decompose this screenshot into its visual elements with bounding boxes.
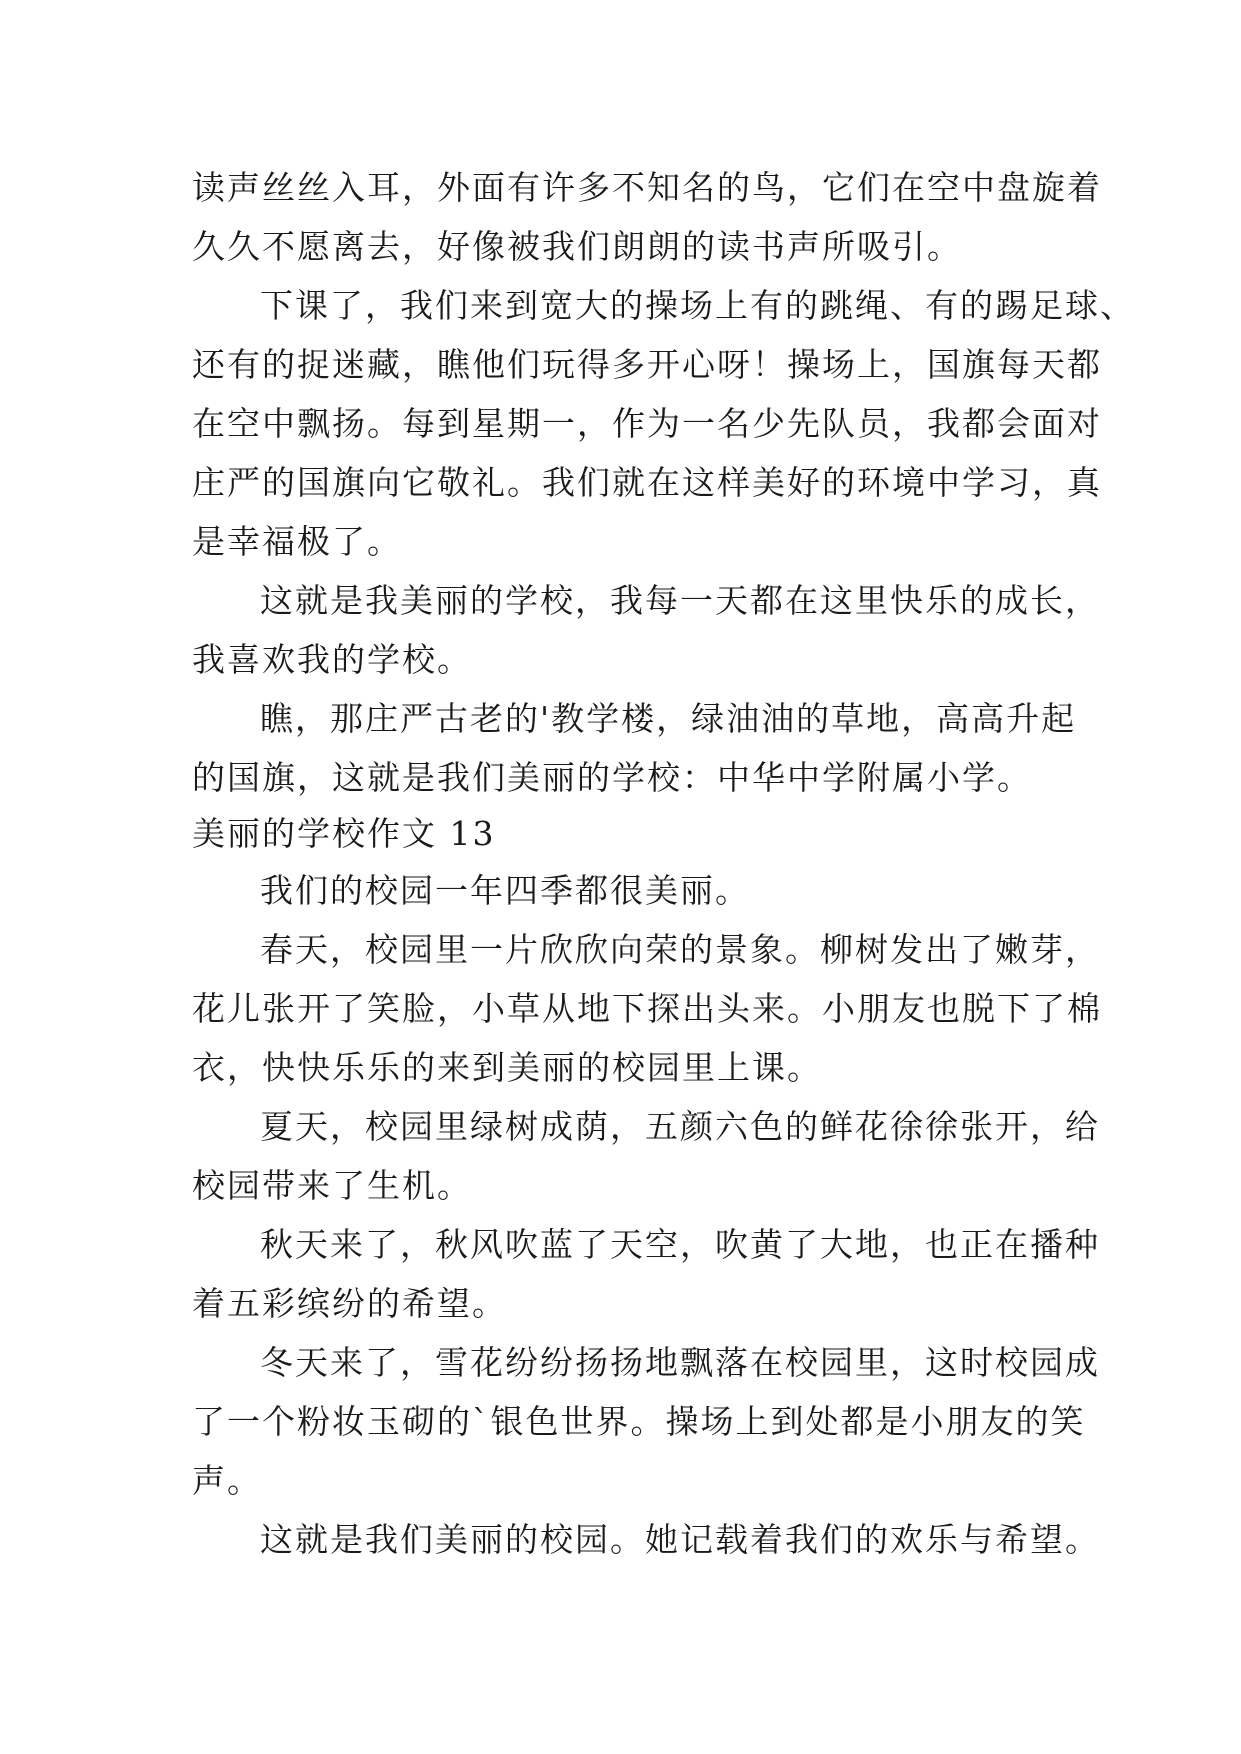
paragraph-line: 还有的捉迷藏，瞧他们玩得多开心呀！操场上，国旗每天都 <box>192 345 1102 384</box>
paragraph-line: 读声丝丝入耳，外面有许多不知名的鸟，它们在空中盘旋着 <box>192 168 1102 207</box>
paragraph-line: 庄严的国旗向它敬礼。我们就在这样美好的环境中学习，真 <box>192 463 1102 502</box>
paragraph-line: 我们的校园一年四季都很美丽。 <box>260 871 750 910</box>
paragraph-line: 这就是我们美丽的校园。她记载着我们的欢乐与希望。 <box>260 1520 1100 1559</box>
paragraph-line: 秋天来了，秋风吹蓝了天空，吹黄了大地，也正在播种 <box>260 1225 1100 1264</box>
paragraph-line: 冬天来了，雪花纷纷扬扬地飘落在校园里，这时校园成 <box>260 1343 1100 1382</box>
essay-text <box>192 158 1135 1569</box>
paragraph-line: 声。 <box>192 1461 262 1500</box>
paragraph-line: 春天，校园里一片欣欣向荣的景象。柳树发出了嫩芽， <box>260 930 1100 969</box>
paragraph-line: 衣，快快乐乐的来到美丽的校园里上课。 <box>192 1048 822 1087</box>
paragraph-line: 是幸福极了。 <box>192 522 402 561</box>
paragraph-line: 花儿张开了笑脸，小草从地下探出头来。小朋友也脱下了棉 <box>192 989 1102 1028</box>
paragraph-line: 我喜欢我的学校。 <box>192 640 472 679</box>
paragraph-line: 下课了，我们来到宽大的操场上有的跳绳、有的踢足球、 <box>260 286 1135 325</box>
paragraph-line: 在空中飘扬。每到星期一，作为一名少先队员，我都会面对 <box>192 404 1102 443</box>
paragraph-line: 夏天，校园里绿树成荫，五颜六色的鲜花徐徐张开，给 <box>260 1107 1100 1146</box>
paragraph-line: 着五彩缤纷的希望。 <box>192 1284 507 1323</box>
paragraph-line: 了一个粉妆玉砌的`银色世界。操场上到处都是小朋友的笑 <box>192 1402 1086 1441</box>
paragraph-line: 校园带来了生机。 <box>192 1166 472 1205</box>
paragraph-line: 瞧，那庄严古老的'教学楼，绿油油的草地，高高升起 <box>260 699 1077 738</box>
section-title: 美丽的学校作文 13 <box>192 814 496 853</box>
paragraph-line: 这就是我美丽的学校，我每一天都在这里快乐的成长， <box>260 581 1100 620</box>
paragraph-line: 的国旗，这就是我们美丽的学校：中华中学附属小学。 <box>192 758 1032 797</box>
paragraph-line: 久久不愿离去，好像被我们朗朗的读书声所吸引。 <box>192 227 962 266</box>
